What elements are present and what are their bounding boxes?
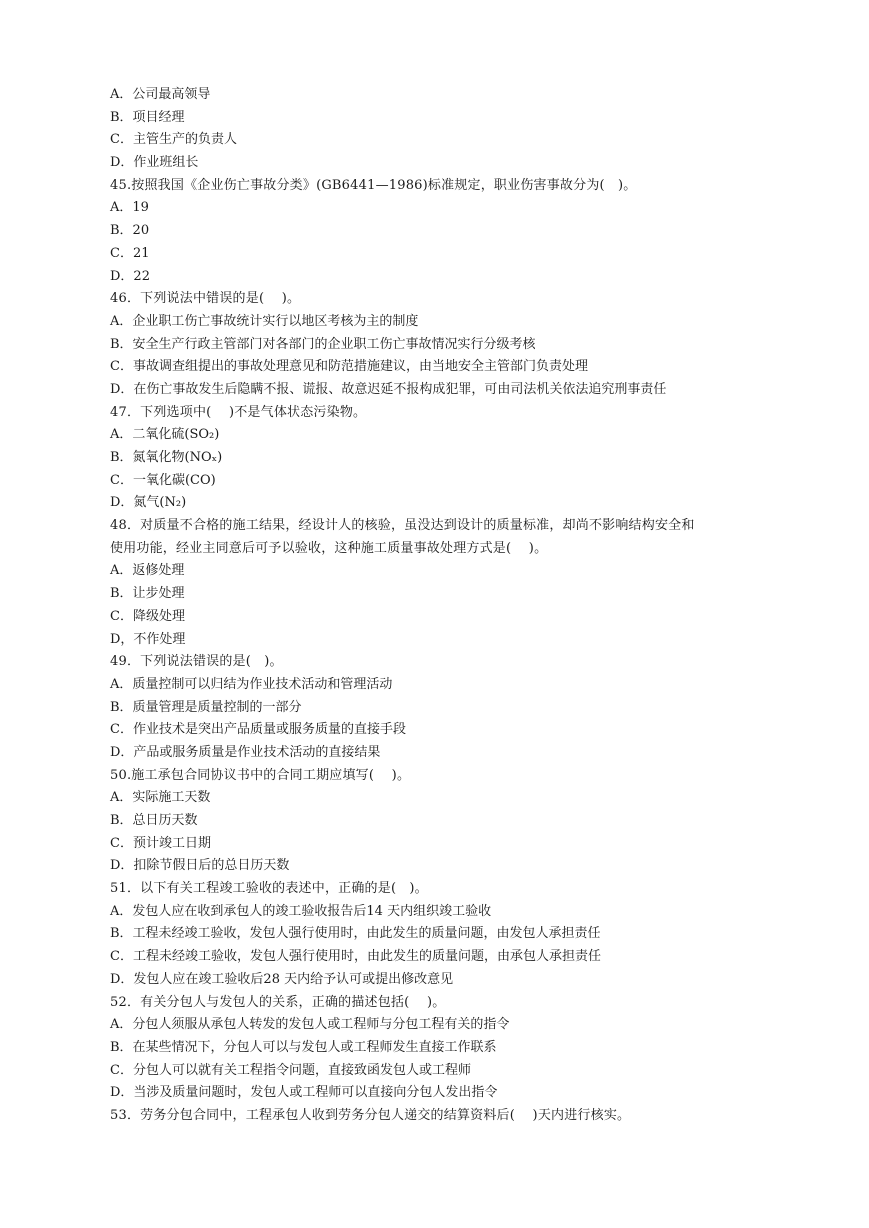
- option-d: D．22: [110, 268, 150, 284]
- option-c: C．21: [110, 245, 150, 261]
- option-b: B．让步处理: [110, 586, 185, 602]
- option-a: A．返修处理: [110, 563, 185, 579]
- question-51: 51．以下有关工程竣工验收的表述中，正确的是( )。: [110, 881, 428, 897]
- question-53: 53．劳务分包合同中，工程承包人收到劳务分包人递交的结算资料后( )天内进行核实。: [110, 1107, 631, 1123]
- option-b: B．工程未经竣工验收，发包人强行使用时，由此发生的质量问题，由发包人承担责任: [110, 926, 601, 942]
- option-a: A．实际施工天数: [110, 790, 211, 806]
- question-46: 46．下列说法中错误的是( )。: [110, 291, 301, 307]
- option-a: A．二氧化硫(SO₂): [110, 427, 220, 443]
- exam-page: [110, 84, 800, 1128]
- option-d: D．发包人应在竣工验收后28 天内给予认可或提出修改意见: [110, 971, 454, 987]
- option-c: C．作业技术是突出产品质量或服务质量的直接手段: [110, 722, 406, 738]
- question-48-continued: 使用功能，经业主同意后可予以验收，这种施工质量事故处理方式是( )。: [110, 540, 548, 556]
- option-c: C．事故调查组提出的事故处理意见和防范措施建议，由当地安全主管部门负责处理: [110, 359, 588, 375]
- option-b: B．20: [110, 223, 150, 239]
- option-b: B．安全生产行政主管部门对各部门的企业职工伤亡事故情况实行分级考核: [110, 336, 536, 352]
- option-c: C．预计竣工日期: [110, 835, 211, 851]
- option-d: D．作业班组长: [110, 155, 199, 171]
- question-48: 48．对质量不合格的施工结果，经设计人的核验，虽没达到设计的质量标准，却尚不影响结构安全和: [110, 518, 695, 534]
- option-d: D．扣除节假日后的总日历天数: [110, 858, 290, 874]
- option-a: A．质量控制可以归结为作业技术活动和管理活动: [110, 676, 393, 692]
- question-50: 50.施工承包合同协议书中的合同工期应填写( )。: [110, 767, 411, 783]
- option-d: D．当涉及质量问题时，发包人或工程师可以直接向分包人发出指令: [110, 1085, 498, 1101]
- option-d: D．氮气(N₂): [110, 495, 187, 511]
- option-c: C．主管生产的负责人: [110, 132, 237, 148]
- option-a: A．分包人须服从承包人转发的发包人或工程师与分包工程有关的指令: [110, 1017, 510, 1033]
- option-c: C．工程未经竣工验收，发包人强行使用时，由此发生的质量问题，由承包人承担责任: [110, 949, 601, 965]
- option-c: C．分包人可以就有关工程指令问题，直接致函发包人或工程师: [110, 1062, 471, 1078]
- option-a: A．发包人应在收到承包人的竣工验收报告后14 天内组织竣工验收: [110, 903, 492, 919]
- option-b: B．质量管理是质量控制的一部分: [110, 699, 302, 715]
- option-b: B．在某些情况下，分包人可以与发包人或工程师发生直接工作联系: [110, 1039, 497, 1055]
- option-a: A．公司最高领导: [110, 87, 211, 102]
- question-49: 49．下列说法错误的是( )。: [110, 654, 283, 670]
- option-d: D．在伤亡事故发生后隐瞒不报、谎报、故意迟延不报构成犯罪，可由司法机关依法追究刑事责任: [110, 381, 667, 397]
- option-b: B．氮氧化物(NOₓ): [110, 450, 223, 465]
- option-b: B．项目经理: [110, 109, 185, 125]
- question-52: 52．有关分包人与发包人的关系，正确的描述包括( )。: [110, 994, 446, 1010]
- question-47: 47．下列选项中( )不是气体状态污染物。: [110, 404, 367, 420]
- option-a: A．19: [110, 200, 149, 216]
- question-45: 45.按照我国《企业伤亡事故分类》(GB6441—1986)标准规定，职业伤害事故分为( )。: [110, 177, 637, 193]
- option-d: D．产品或服务质量是作业技术活动的直接结果: [110, 744, 381, 760]
- option-d: D，不作处理: [110, 631, 186, 647]
- option-a: A．企业职工伤亡事故统计实行以地区考核为主的制度: [110, 313, 419, 329]
- option-b: B．总日历天数: [110, 813, 198, 828]
- option-c: C．一氧化碳(CO): [110, 472, 216, 488]
- option-c: C．降级处理: [110, 608, 185, 624]
